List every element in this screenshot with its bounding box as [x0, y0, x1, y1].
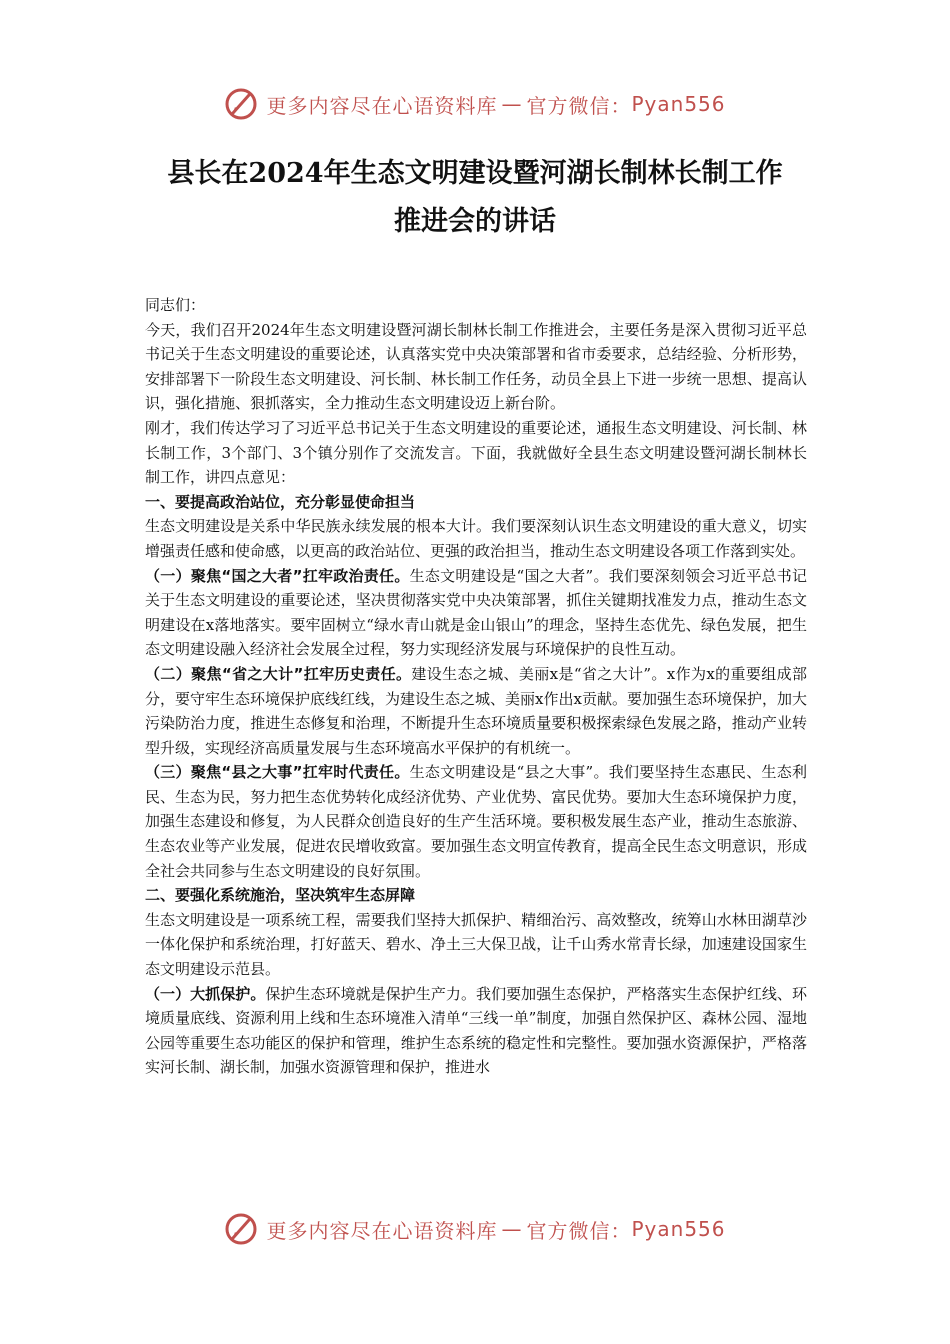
brush-circle-logo-icon [224, 1212, 258, 1246]
subsection-3-body: 生态文明建设是“县之大事”。我们要坚持生态惠民、生态利民、生态为民，努力把生态优势转化成经济优势、产业优势、富民优势。要加大生态环境保护力度，加强生态建设和修复，为人民群众创造良好的生产生活环境。要积极发展生态产业，推动生态旅游、生态农业等产业发展，促进农民增收致富。要加强生态文明宣传教育，提高全民生态文明意识，形成全社会共同参与生态文明建设的良好氛围。 [145, 763, 808, 880]
paragraph-3: 生态文明建设是关系中华民族永续发展的根本大计。我们要深刻认识生态文明建设的重大意义，切实增强责任感和使命感，以更高的政治站位、更强的政治担当，推动生态文明建设各项工作落到实处。 [145, 517, 807, 560]
subsection-4-body: 保护生态环境就是保护生产力。我们要加强生态保护，严格落实生态保护红线、环境质量底线、资源利用上线和生态环境准入清单“三线一单”制度，加强自然保护区、森林公园、湿地公园等重要生态功能区的保护和管理，维护生态系统的稳定性和完整性。要加强水资源保护，严格落实河长制、湖长制，加强水资源管理和保护，推进水 [145, 984, 807, 1077]
watermark-separator: — [501, 1217, 523, 1241]
paragraph-2: 刚才，我们传达学习了习近平总书记关于生态文明建设的重要论述，通报生态文明建设、河长制、林长制工作，3个部门、3个镇分别作了交流发言。下面，我就做好全县生态文明建设暨河湖长制林长制工作，讲四点意见： [145, 418, 807, 487]
subsection-1 [145, 564, 807, 662]
title-line-1: 县长在2024年生态文明建设暨河湖长制林长制工作 [167, 158, 783, 189]
paragraph-4: 生态文明建设是一项系统工程，需要我们坚持大抓保护、精细治污、高效整改，统筹山水林田湖草沙一体化保护和系统治理，打好蓝天、碧水、净土三大保卫战，让千山秀水常青长绿，加速建设国家生态文明建设示范县。 [145, 910, 807, 979]
watermark-wechat-id: Pyan556 [631, 92, 726, 116]
title-line-2: 推进会的讲话 [394, 206, 556, 237]
subsection-4-lead: （一）大抓保护。 [145, 984, 266, 1003]
subsection-3-lead: （三）聚焦“县之大事”扛牢时代责任。 [145, 763, 410, 782]
watermark-wechat-label: 官方微信： [526, 93, 632, 118]
subsection-1-lead: （一）聚焦“国之大者”扛牢政治责任。 [145, 566, 410, 585]
section-heading-1: 一、要提高政治站位，充分彰显使命担当 [145, 492, 416, 511]
document-body [145, 293, 807, 1080]
watermark-footer [0, 1209, 950, 1249]
subsection-1-body: 生态文明建设是“国之大者”。我们要深刻领会习近平总书记关于生态文明建设的重要论述，坚决贯彻落实党中央决策部署，抓住关键期找准发力点，推动生态文明建设在x落地落实。要牢固树立“绿水青山就是金山银山”的理念，坚持生态优先、绿色发展，把生态文明建设融入经济社会发展全过程，努力实现经济发展与环境保护的良性互动。 [145, 566, 808, 659]
watermark-text: 更多内容尽在心语资料库 [266, 1218, 498, 1243]
paragraph-1: 今天，我们召开2024年生态文明建设暨河湖长制林长制工作推进会，主要任务是深入贯彻习近平总书记关于生态文明建设的重要论述，认真落实党中央决策部署和省市委要求，总结经验、分析形势，安排部署下一阶段生态文明建设、河长制、林长制工作任务，动员全县上下进一步统一思想、提高认识，强化措施、狠抓落实，全力推动生态文明建设迈上新台阶。 [145, 320, 807, 413]
subsection-2-body: 建设生态之城、美丽x是“省之大计”。x作为x的重要组成部分，要守牢生态环境保护底线红线，为建设生态之城、美丽x作出x贡献。要加强生态环境保护，加大污染防治力度，推进生态修复和治理，不断提升生态环境质量要积极探索绿色发展之路，推动产业转型升级，实现经济高质量发展与生态环境高水平保护的有机统一。 [145, 664, 807, 757]
section-heading-2: 二、要强化系统施治，坚决筑牢生态屏障 [145, 886, 416, 905]
brush-circle-logo-icon [224, 87, 258, 121]
watermark-separator: — [501, 92, 523, 116]
document-title [100, 150, 850, 246]
watermark-text: 更多内容尽在心语资料库 [266, 93, 498, 118]
salutation: 同志们： [145, 296, 206, 314]
watermark-wechat-id: Pyan556 [631, 1217, 726, 1241]
watermark-header [0, 84, 950, 124]
subsection-2-lead: （二）聚焦“省之大计”扛牢历史责任。 [145, 664, 412, 683]
subsection-3 [145, 760, 807, 883]
subsection-2 [145, 662, 807, 760]
subsection-4 [145, 982, 807, 1080]
watermark-wechat-label: 官方微信： [526, 1218, 632, 1243]
